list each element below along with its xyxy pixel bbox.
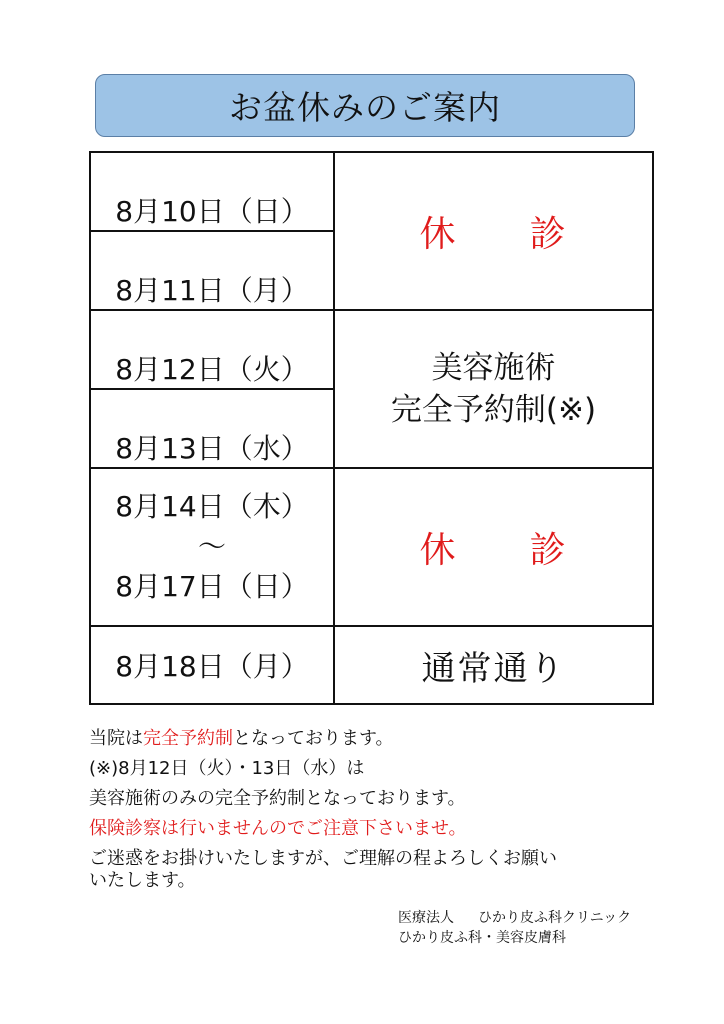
note-highlight: 完全予約制 [143, 728, 233, 749]
date-range-start: 8月14日（木） [115, 490, 309, 523]
status-cell-closed [334, 152, 653, 310]
special-status-line-2: 完全予約制(※) [390, 392, 597, 428]
note-text: いたします。 [89, 870, 196, 891]
table-row [90, 152, 653, 231]
date-cell: 8月11日（月） [90, 231, 334, 310]
closed-char-2: 診 [529, 213, 568, 255]
note-line-3: 美容施術のみの完全予約制となっております。 [89, 788, 466, 809]
page-title: お盆休みのご案内 [229, 88, 501, 127]
note-text: となっております。 [233, 728, 394, 749]
status-cell-closed [334, 468, 653, 626]
date-cell: 8月18日（月） [90, 626, 334, 704]
special-status-line-1: 美容施術 [431, 350, 556, 386]
date-cell: 8月10日（日） [90, 152, 334, 231]
organization-type: 医療法人 [398, 910, 454, 926]
closed-char-2: 診 [529, 529, 568, 571]
status-cell-normal [334, 626, 653, 704]
status-cell-special [334, 310, 653, 468]
closed-status [419, 530, 567, 571]
note-text: ご迷惑をお掛けいたしますが、ご理解の程よろしくお願い [89, 848, 557, 869]
title-banner [95, 74, 635, 137]
date-cell: 8月12日（火） [90, 310, 334, 389]
note-line-2: (※)8月12日（火）・13日（水）は [89, 758, 365, 779]
holiday-schedule-table [89, 151, 654, 705]
table-row [90, 310, 653, 389]
signature-line-1 [398, 908, 631, 928]
clinic-signature [398, 908, 631, 948]
closed-status [419, 214, 567, 255]
signature-line-2: ひかり皮ふ科・美容皮膚科 [398, 930, 566, 946]
date-range-end: 8月17日（日） [115, 570, 309, 603]
closed-char-1: 休 [419, 529, 458, 571]
note-line-5 [89, 848, 689, 892]
normal-status: 通常通り [421, 648, 566, 689]
table-row [90, 468, 653, 626]
date-range-cell [90, 468, 334, 626]
note-line-1 [89, 724, 689, 754]
note-text: 当院は [89, 728, 143, 749]
closed-char-1: 休 [419, 213, 458, 255]
date-range-tilde: ～ [197, 530, 226, 563]
clinic-name: ひかり皮ふ科クリニック [478, 910, 632, 926]
notes-section [89, 724, 689, 892]
date-cell: 8月13日（水） [90, 389, 334, 468]
table-row [90, 626, 653, 704]
note-warning: 保険診察は行いませんのでご注意下さいませ。 [89, 818, 467, 839]
